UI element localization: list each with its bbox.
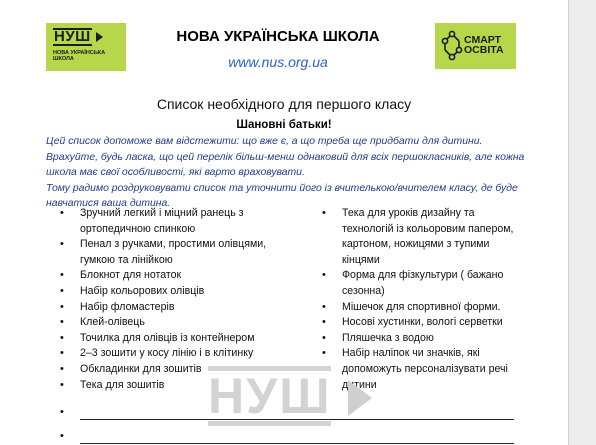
blank-line-item[interactable]: [56, 406, 526, 422]
bullet-icon: •: [60, 430, 64, 442]
blank-line: [80, 443, 514, 444]
molecule-icon: [439, 29, 465, 63]
bullet-icon: •: [60, 284, 64, 297]
nus-logo: [46, 23, 126, 71]
checklist-item-label: 2–3 зошити у косу лінію і в клітинку: [80, 347, 254, 360]
checklist-item-label: Мішечок для спортивної форми.: [342, 300, 501, 313]
checklist-item-label: Блокнот для нотаток: [80, 269, 182, 282]
checklist-item-label: Набір наліпок чи значків, які допоможуть персоналізувати речі дитини: [342, 347, 508, 391]
bullet-icon: •: [60, 362, 64, 375]
checklist-right: [318, 206, 528, 393]
bullet-icon: •: [60, 406, 64, 418]
checklist-item-label: Обкладинки для зошитів: [80, 362, 202, 375]
checklist-item-label: Клей-олівець: [80, 316, 145, 329]
checklist-item: [318, 268, 528, 299]
checklist-item: [318, 315, 528, 331]
bullet-icon: •: [322, 316, 326, 329]
bullet-icon: •: [322, 347, 326, 360]
checklist-item-label: Набір фломастерів: [80, 300, 175, 313]
intro-paragraph: Тому радимо роздруковувати список та уточнити його із вчителькою/вчителем класу, де буде навчатися ваша дитина.: [46, 182, 518, 209]
checklist-item: [56, 206, 296, 237]
smart-osvita-logo: [435, 23, 516, 69]
checklist-item-label: Пенал з ручками, простими олівцями, гумкою та лінійкою: [80, 238, 267, 266]
bullet-icon: •: [60, 269, 64, 282]
checklist-item-label: Форма для фізкультури ( бажано сезонна): [342, 269, 504, 297]
checklist-item-label: Тека для уроків дизайну та технологій із кольоровим папером, картоном, ножицями з тупими кінцями: [342, 207, 514, 266]
intro-paragraph: Цей список допоможе вам відстежити: що вже є, а що треба ще придбати для дитини.: [46, 136, 483, 147]
nus-watermark: НУШ: [208, 368, 332, 424]
bullet-icon: •: [60, 347, 64, 360]
checklist-item: [56, 300, 296, 316]
viewer-background: [568, 0, 596, 445]
intro-text: [46, 134, 526, 212]
checklist-item-label: Точилка для олівців із контейнером: [80, 331, 255, 344]
checklist-item-label: Набір кольорових олівців: [80, 284, 205, 297]
smart-logo-line2: ОСВІТА: [464, 44, 504, 56]
bullet-icon: •: [60, 238, 64, 251]
greeting: Шановні батьки!: [236, 119, 332, 131]
checklist-item-label: Тека для зошитів: [80, 378, 165, 391]
checklist-item: [56, 315, 296, 331]
bullet-icon: •: [60, 207, 64, 219]
smart-osvita-logo-text: [464, 35, 504, 55]
checklist-item-label: Носові хустинки, вологі серветки: [342, 316, 503, 329]
checklist-item-label: Пляшечка з водою: [342, 331, 434, 344]
website-link[interactable]: www.nus.org.ua: [228, 54, 328, 70]
bullet-icon: •: [60, 300, 64, 313]
bullet-icon: •: [322, 269, 326, 282]
bullet-icon: •: [60, 316, 64, 329]
document-heading: Список необхідного для першого класу: [156, 96, 412, 112]
bullet-icon: •: [60, 331, 64, 344]
checklist-item: [56, 237, 296, 268]
blank-line: [80, 419, 514, 420]
nus-logo-arrow-icon: [96, 32, 103, 42]
smart-logo-line1: СМАРТ: [464, 34, 502, 46]
blank-line-item[interactable]: [56, 430, 526, 445]
intro-paragraph: Врахуйте, будь ласка, що цей перелік більш-менш однаковий для всіх першокласників, але кожна школа має свої особливості, які варто враховувати.: [46, 151, 525, 178]
bullet-icon: •: [322, 331, 326, 344]
checklist-item: [56, 284, 296, 300]
page-title: НОВА УКРАЇНСЬКА ШКОЛА: [176, 28, 380, 45]
checklist-item: [56, 331, 296, 347]
checklist-item-label: Зручний легкий і міцний ранець з ортопедичною спинкою: [80, 207, 244, 235]
nus-logo-mark: НУШ: [54, 28, 91, 45]
checklist-item: [318, 331, 528, 347]
checklist-item: [56, 346, 296, 362]
checklist-item: [56, 268, 296, 284]
bullet-icon: •: [322, 207, 326, 219]
nus-logo-subtitle: НОВА УКРАЇНСЬКА ШКОЛА: [53, 50, 106, 62]
checklist-item: [318, 206, 528, 268]
bullet-icon: •: [322, 300, 326, 313]
bullet-icon: •: [60, 378, 64, 391]
checklist-item: [318, 300, 528, 316]
